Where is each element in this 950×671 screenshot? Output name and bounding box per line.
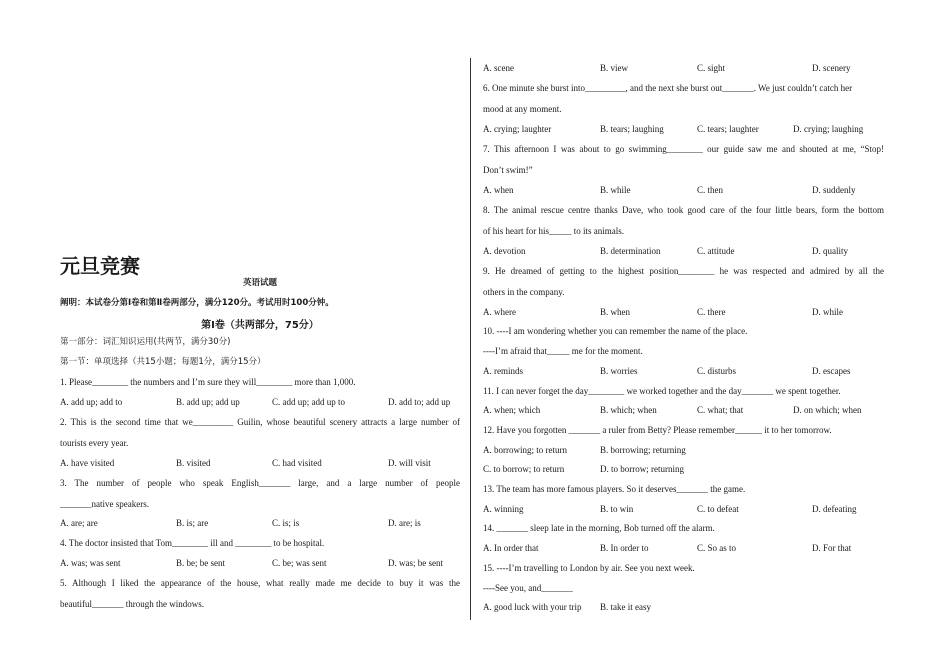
question-stem: 9. He dreamed of getting to the highest position________ he was respected and admired by all the <box>483 266 884 276</box>
answer-option: A. good luck with your trip <box>483 602 582 612</box>
answer-option: C. then <box>697 185 723 195</box>
answer-option: C. sight <box>697 63 726 73</box>
question-stem: 10. ----I am wondering whether you can remember the name of the place. <box>483 326 748 336</box>
answer-option: C. disturbs <box>697 366 737 376</box>
answer-option: C. add up; add up to <box>272 397 345 407</box>
question-stem: 6. One minute she burst into_________, and the next she burst out_______. We just couldn’t catch her <box>483 83 853 93</box>
answer-option: C. be; was sent <box>272 558 327 568</box>
answer-option: B. view <box>600 63 628 73</box>
answer-option: B. tears; laughing <box>600 124 664 134</box>
answer-option: A. In order that <box>483 543 539 553</box>
question-stem: tourists every year. <box>60 438 129 448</box>
question-stem: 13. The team has more famous players. So it deserves_______ the game. <box>483 484 746 494</box>
answer-option: A. when <box>483 185 514 195</box>
answer-option: C. So as to <box>697 543 737 553</box>
answer-option: D. while <box>812 307 843 317</box>
answer-option: A. was; was sent <box>60 558 121 568</box>
question-stem: 5. Although I liked the appearance of the house, what really made me decide to buy it was the <box>60 578 460 588</box>
question-stem: 7. This afternoon I was about to go swimming________ our guide saw me and shouted at me, “Stop! <box>483 144 884 154</box>
question-stem: 1. Please________ the numbers and I’m sure they will________ more than 1,000. <box>60 377 356 387</box>
part-heading: 第一部分：词汇知识运用(共两节，满分30分) <box>60 337 231 347</box>
answer-option: D. For that <box>812 543 852 553</box>
answer-option: D. scenery <box>812 63 851 73</box>
answer-option: D. was; be sent <box>388 558 443 568</box>
question-stem: 4. The doctor insisted that Tom________ ill and ________ to be hospital. <box>60 538 325 548</box>
answer-option: C. tears; laughter <box>697 124 759 134</box>
answer-option: A. are; are <box>60 518 98 528</box>
answer-option: B. while <box>600 185 631 195</box>
answer-option: C. to borrow; to return <box>483 464 565 474</box>
answer-option: D. on which; when <box>793 405 862 415</box>
column-divider <box>470 58 471 620</box>
answer-option: D. quality <box>812 246 848 256</box>
answer-option: A. borrowing; to return <box>483 445 567 455</box>
answer-option: C. to defeat <box>697 504 739 514</box>
question-stem: 14. _______ sleep late in the morning, Bob turned off the alarm. <box>483 523 715 533</box>
section-heading: 第Ⅰ卷（共两部分，75分） <box>201 320 319 331</box>
answer-option: C. what; that <box>697 405 744 415</box>
answer-option: B. determination <box>600 246 661 256</box>
answer-option: B. is; are <box>176 518 209 528</box>
answer-option: C. attitude <box>697 246 735 256</box>
exam-notice: 阐明：本试卷分第Ⅰ卷和第Ⅱ卷两部分，满分120分。考试用时100分钟。 <box>60 298 334 308</box>
question-stem: Don’t swim!” <box>483 165 533 175</box>
question-stem: others in the company. <box>483 287 565 297</box>
question-stem: of his heart for his_____ to its animals. <box>483 226 624 236</box>
question-stem: 15. ----I’m travelling to London by air. See you next week. <box>483 563 695 573</box>
question-stem: 11. I can never forget the day________ we worked together and the day_______ we spent together. <box>483 386 841 396</box>
answer-option: D. defeating <box>812 504 857 514</box>
answer-option: B. take it easy <box>600 602 651 612</box>
answer-option: B. which; when <box>600 405 657 415</box>
answer-option: D. add to; add up <box>388 397 451 407</box>
answer-option: A. have visited <box>60 458 115 468</box>
question-stem: beautiful_______ through the windows. <box>60 599 204 609</box>
question-stem: 2. This is the second time that we_________ Guilin, whose beautiful scenery attracts a large number of <box>60 417 460 427</box>
answer-option: B. In order to <box>600 543 649 553</box>
answer-option: A. when; which <box>483 405 541 415</box>
answer-option: B. worries <box>600 366 638 376</box>
subject-title: 英语试题 <box>242 278 277 288</box>
answer-option: B. be; be sent <box>176 558 225 568</box>
answer-option: A. where <box>483 307 516 317</box>
answer-option: B. to win <box>600 504 634 514</box>
answer-option: A. crying; laughter <box>483 124 552 134</box>
answer-option: B. add up; add up <box>176 397 240 407</box>
answer-option: D. escapes <box>812 366 851 376</box>
answer-option: D. will visit <box>388 458 431 468</box>
answer-option: D. to borrow; returning <box>600 464 684 474</box>
question-stem: ----I’m afraid that_____ me for the moment. <box>483 346 643 356</box>
answer-option: C. had visited <box>272 458 322 468</box>
answer-option: D. crying; laughing <box>793 124 864 134</box>
answer-option: D. suddenly <box>812 185 856 195</box>
question-stem: 3. The number of people who speak English_______ large, and a large number of people <box>60 478 460 488</box>
question-stem: ----See you, and_______ <box>483 583 573 593</box>
subsection-heading: 第一节：单项选择（共15小题；每题1分，满分15分） <box>60 357 266 367</box>
answer-option: C. there <box>697 307 726 317</box>
answer-option: D. are; is <box>388 518 421 528</box>
question-stem: _______native speakers. <box>60 499 149 509</box>
answer-option: C. is; is <box>272 518 300 528</box>
question-stem: 8. The animal rescue centre thanks Dave, who took good care of the four little bears, form the bottom <box>483 205 884 215</box>
answer-option: A. scene <box>483 63 514 73</box>
answer-option: A. winning <box>483 504 524 514</box>
question-stem: 12. Have you forgotten _______ a ruler from Betty? Please remember______ it to her tomorrow. <box>483 425 832 435</box>
answer-option: B. when <box>600 307 630 317</box>
answer-option: B. borrowing; returning <box>600 445 686 455</box>
answer-option: A. devotion <box>483 246 526 256</box>
page-title: 元旦竞赛 <box>60 254 140 278</box>
question-stem: mood at any moment. <box>483 104 562 114</box>
answer-option: B. visited <box>176 458 211 468</box>
answer-option: A. add up; add to <box>60 397 123 407</box>
answer-option: A. reminds <box>483 366 523 376</box>
